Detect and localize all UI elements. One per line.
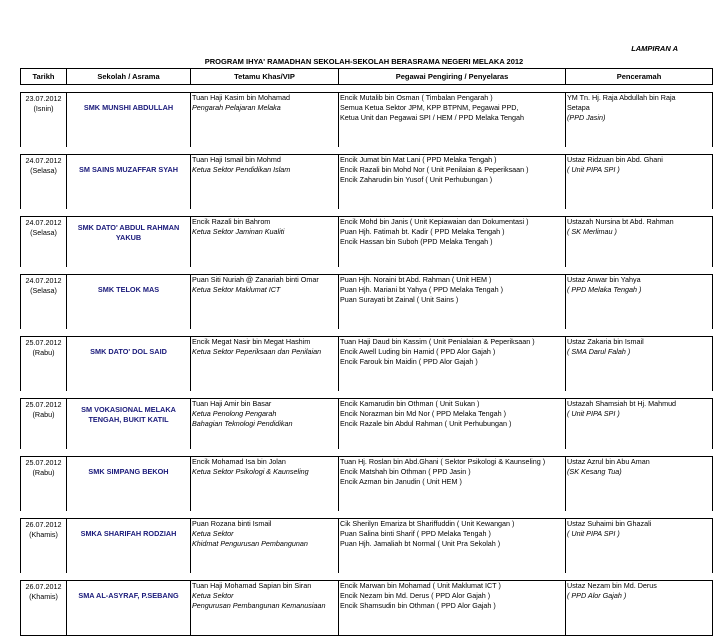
vip-line: Pengurusan Pembangunan Kemanusiaan [192,601,326,610]
day-text: (Selasa) [30,228,57,237]
vip-line: Ketua Sektor Peperiksaan dan Penilaian [192,347,322,356]
vip-line: Khidmat Pengurusan Pembangunan [192,539,308,548]
speaker-line: (SK Kesang Tua) [567,467,622,476]
date-cell [21,217,67,268]
officer-line: Ketua Unit dan Pegawai SPI / HEM / PPD Melaka Tengah [340,113,525,122]
header-tarikh: Tarikh [21,69,67,85]
speaker-line: ( PPD Alor Gajah ) [567,591,627,600]
officers-cell [339,519,566,574]
table-row [21,457,713,512]
vip-line: Encik Megat Nasir bin Megat Hashim [192,337,311,346]
day-text: (Selasa) [30,286,57,295]
speaker-cell [566,337,713,392]
day-text: (Khamis) [29,592,58,601]
date-cell [21,337,67,392]
date-text: 24.07.2012 [25,276,62,285]
date-cell [21,275,67,330]
header-penceramah: Penceramah [566,69,713,85]
officer-line: Tuan Hj. Roslan bin Abd.Ghani ( Sektor Psikologi & Kaunseling ) [340,457,546,466]
speaker-cell [566,581,713,636]
school-name: SMK MUNSHI ABDULLAH [83,103,174,112]
speaker-cell [566,155,713,210]
day-text: (Isnin) [33,104,54,113]
officer-line: Encik Mohd bin Janis ( Unit Kepiawaian dan Dokumentasi ) [340,217,529,226]
vip-cell [191,275,339,330]
vip-line: Encik Razali bin Bahrom [192,217,271,226]
school-name: SMKA SHARIFAH RODZIAH [80,529,177,538]
officer-line: Puan Hjh. Noraini bt Abd. Rahman ( Unit HEM ) [340,275,492,284]
officer-line: Encik Kamarudin bin Othman ( Unit Sukan ) [340,399,480,408]
spacer-row [21,85,713,93]
table-row [21,399,713,450]
officers-cell [339,399,566,450]
schedule-table [20,68,713,636]
vip-line: Ketua Sektor [192,529,234,538]
appendix-label: LAMPIRAN A [631,44,678,53]
school-name: SM VOKASIONAL MELAKA [81,405,176,414]
vip-line: Puan Siti Nuriah @ Zanariah binti Omar [192,275,319,284]
school-cell [67,275,191,330]
day-text: (Rabu) [32,348,55,357]
officers-cell [339,217,566,268]
date-cell [21,457,67,512]
speaker-line: Ustazah Shamsiah bt Hj. Mahmud [567,399,677,408]
page-title: PROGRAM IHYA' RAMADHAN SEKOLAH-SEKOLAH BERASRAMA NEGERI MELAKA 2012 [204,57,524,66]
officer-line: Encik Awell Luding bin Hamid ( PPD Alor Gajah ) [340,347,496,356]
table-row [21,155,713,210]
speaker-cell [566,519,713,574]
vip-line: Ketua Sektor Jaminan Kualiti [192,227,285,236]
school-cell [67,399,191,450]
officer-line: Cik Sherilyn Emariza bt Shariffuddin ( Unit Kewangan ) [340,519,515,528]
vip-line: Pengarah Pelajaran Melaka [192,103,281,112]
table-row [21,581,713,636]
officer-line: Puan Hjh. Jamaliah bt Normal ( Unit Pra Sekolah ) [340,539,501,548]
vip-cell [191,337,339,392]
speaker-cell [566,217,713,268]
speaker-line: ( Unit PIPA SPI ) [567,409,620,418]
officer-line: Puan Surayati bt Zainal ( Unit Sains ) [340,295,459,304]
school-cell [67,457,191,512]
speaker-line: Ustaz Nezam bin Md. Derus [567,581,657,590]
vip-line: Bahagian Teknologi Pendidikan [192,419,293,428]
table-row [21,93,713,148]
date-cell [21,581,67,636]
table-row [21,519,713,574]
school-name: SM SAINS MUZAFFAR SYAH [78,165,179,174]
school-name: SMK DATO' DOL SAID [90,347,167,356]
vip-line: Ketua Sektor Maklumat ICT [192,285,281,294]
school-name: SMK TELOK MAS [97,285,160,294]
school-name: YAKUB [115,233,142,242]
officer-line: Puan Salina binti Sharif ( PPD Melaka Tengah ) [340,529,491,538]
spacer-row [21,329,713,337]
officer-line: Encik Razali bin Mohd Nor ( Unit Penilaian & Peperiksaan ) [340,165,529,174]
header-pegawai: Pegawai Pengiring / Penyelaras [339,69,566,85]
date-text: 26.07.2012 [25,582,62,591]
date-text: 25.07.2012 [25,458,62,467]
officer-line: Encik Matshah bin Othman ( PPD Jasin ) [340,467,471,476]
officer-line: Encik Zaharudin bin Yusof ( Unit Perhubungan ) [340,175,493,184]
date-cell [21,519,67,574]
vip-cell [191,399,339,450]
vip-cell [191,581,339,636]
vip-cell [191,93,339,148]
vip-line: Ketua Sektor Pendidikan Islam [192,165,291,174]
vip-cell [191,155,339,210]
school-name: SMK SIMPANG BEKOH [88,467,169,476]
date-text: 24.07.2012 [25,218,62,227]
speaker-line: YM Tn. Hj. Raja Abdullah bin Raja [567,93,676,102]
table-body [21,85,713,636]
officer-line: Encik Norazman bin Md Nor ( PPD Melaka Tengah ) [340,409,507,418]
speaker-line: Ustaz Ridzuan bin Abd. Ghani [567,155,663,164]
date-text: 26.07.2012 [25,520,62,529]
speaker-line: Ustaz Azrul bin Abu Aman [567,457,650,466]
officers-cell [339,581,566,636]
speaker-cell [566,275,713,330]
speaker-line: Ustaz Suhaimi bin Ghazali [567,519,652,528]
spacer-row [21,267,713,275]
speaker-line: ( Unit PIPA SPI ) [567,529,620,538]
officer-line: Encik Nezam bin Md. Derus ( PPD Alor Gajah ) [340,591,491,600]
speaker-cell [566,399,713,450]
date-cell [21,93,67,148]
vip-cell [191,519,339,574]
vip-line: Tuan Haji Amir bin Basar [192,399,272,408]
school-cell [67,581,191,636]
header-sekolah: Sekolah / Asrama [67,69,191,85]
officer-line: Encik Marwan bin Mohamad ( Unit Maklumat ICT ) [340,581,501,590]
school-name: SMA AL-ASYRAF, P.SEBANG [78,591,179,600]
officer-line: Encik Jumat bin Mat Lani ( PPD Melaka Tengah ) [340,155,497,164]
speaker-line: ( Unit PIPA SPI ) [567,165,620,174]
speaker-line: ( PPD Melaka Tengah ) [567,285,642,294]
officer-line: Encik Hassan bin Suboh (PPD Melaka Tengah ) [340,237,493,246]
vip-line: Encik Mohamad Isa bin Jolan [192,457,286,466]
spacer-row [21,147,713,155]
speaker-line: Ustaz Zakaria bin Ismail [567,337,644,346]
speaker-line: ( SMA Darul Falah ) [567,347,631,356]
school-cell [67,155,191,210]
date-text: 23.07.2012 [25,94,62,103]
date-cell [21,155,67,210]
date-text: 25.07.2012 [25,338,62,347]
day-text: (Rabu) [32,468,55,477]
school-cell [67,217,191,268]
spacer-row [21,449,713,457]
speaker-cell [566,93,713,148]
school-cell [67,519,191,574]
day-text: (Selasa) [30,166,57,175]
spacer-row [21,391,713,399]
officer-line: Encik Razale bin Abdul Rahman ( Unit Perhubungan ) [340,419,512,428]
officers-cell [339,155,566,210]
header-tetamu: Tetamu Khas/VIP [191,69,339,85]
school-cell [67,93,191,148]
vip-line: Tuan Haji Ismail bin Mohmd [192,155,281,164]
table-row [21,217,713,268]
date-text: 24.07.2012 [25,156,62,165]
officers-cell [339,93,566,148]
vip-line: Puan Rozana binti Ismail [192,519,272,528]
table-row [21,275,713,330]
officer-line: Puan Hjh. Mariani bt Yahya ( PPD Melaka Tengah ) [340,285,504,294]
vip-line: Ketua Sektor [192,591,234,600]
vip-cell [191,457,339,512]
vip-line: Tuan Haji Kasim bin Mohamad [192,93,291,102]
vip-line: Tuan Haji Mohamad Sapian bin Siran [192,581,312,590]
spacer-row [21,573,713,581]
school-name: TENGAH, BUKIT KATIL [88,415,169,424]
officer-line: Encik Mutalib bin Osman ( Timbalan Pengarah ) [340,93,493,102]
officer-line: Encik Shamsudin bin Othman ( PPD Alor Gajah ) [340,601,496,610]
officer-line: Encik Azman bin Janudin ( Unit HEM ) [340,477,462,486]
vip-line: Ketua Sektor Psikologi & Kaunseling [192,467,309,476]
speaker-line: ( SK Merlimau ) [567,227,617,236]
speaker-line: (PPD Jasin) [567,113,606,122]
officers-cell [339,275,566,330]
officer-line: Semua Ketua Sektor JPM, KPP BTPNM, Pegawai PPD, [340,103,519,112]
school-cell [67,337,191,392]
table-row [21,337,713,392]
vip-cell [191,217,339,268]
officer-line: Tuan Haji Daud bin Kassim ( Unit Penialaian & Peperiksaan ) [340,337,535,346]
speaker-line: Ustazah Nursina bt Abd. Rahman [567,217,674,226]
vip-line: Ketua Penolong Pengarah [192,409,277,418]
day-text: (Khamis) [29,530,58,539]
spacer-row [21,209,713,217]
spacer-row [21,511,713,519]
officer-line: Puan Hjh. Fatimah bt. Kadir ( PPD Melaka Tengah ) [340,227,505,236]
date-cell [21,399,67,450]
officers-cell [339,457,566,512]
date-text: 25.07.2012 [25,400,62,409]
day-text: (Rabu) [32,410,55,419]
officers-cell [339,337,566,392]
table-header-row [21,69,713,85]
speaker-cell [566,457,713,512]
officer-line: Encik Farouk bin Maidin ( PPD Alor Gajah ) [340,357,478,366]
school-name: SMK DATO' ABDUL RAHMAN [77,223,180,232]
speaker-line: Ustaz Anwar bin Yahya [567,275,641,284]
speaker-line: Setapa [567,103,590,112]
